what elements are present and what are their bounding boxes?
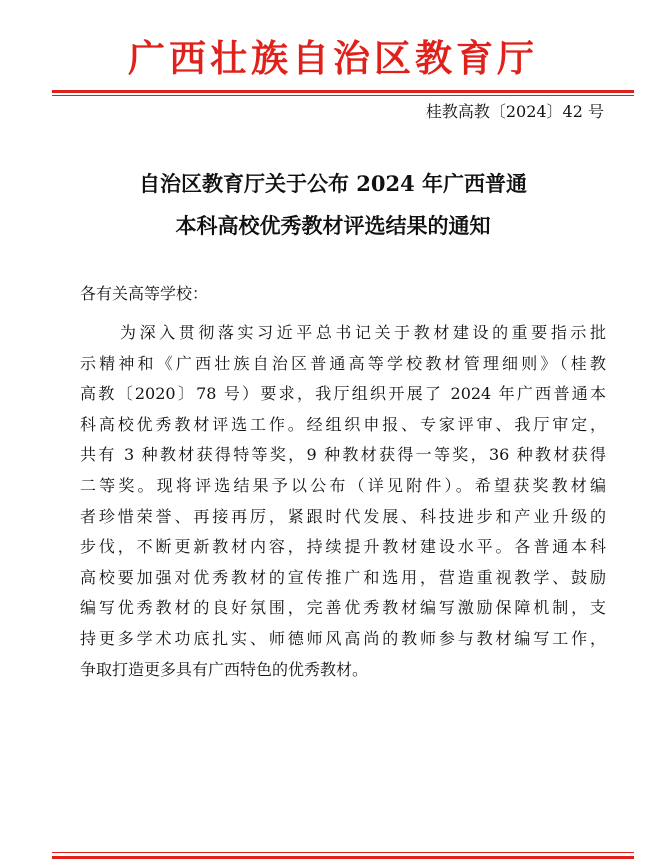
- notice-title-line-2: 本科高校优秀教材评选结果的通知: [175, 213, 491, 238]
- salutation: 各有关高等学校：: [80, 284, 209, 303]
- body-line: 科高校优秀教材评选工作。经组织申报、专家评审、我厅审定，: [80, 414, 606, 434]
- body-line: 步伐，不断更新教材内容，持续提升教材建设水平。各普通本科: [80, 537, 606, 557]
- letterhead-rule-thick: [52, 90, 634, 93]
- body-line: 编写优秀教材的良好氛围，完善优秀教材编写激励保障机制，支: [80, 598, 606, 618]
- body-line: 高校要加强对优秀教材的宣传推广和选用，营造重视教学、鼓励: [80, 567, 606, 587]
- notice-title-line-1: 自治区教育厅关于公布 2024 年广西普通: [138, 171, 528, 196]
- body-line: 争取打造更多具有广西特色的优秀教材。: [80, 659, 369, 679]
- footer-rule-thin: [52, 852, 634, 853]
- notice-body: [80, 318, 606, 685]
- letterhead-org-name: 广西壮族自治区教育厅: [128, 36, 538, 80]
- footer-rule-thick: [52, 856, 634, 859]
- body-line: 者珍惜荣誉、再接再厉，紧跟时代发展、科技进步和产业升级的: [80, 506, 606, 526]
- body-line: 持更多学术功底扎实、师德师风高尚的教师参与教材编写工作，: [80, 628, 606, 648]
- letterhead-rule-thin: [52, 95, 634, 96]
- body-line: 二等奖。现将评选结果予以公布（详见附件）。希望获奖教材编: [80, 475, 606, 495]
- body-line: 为深入贯彻落实习近平总书记关于教材建设的重要指示批: [120, 323, 606, 342]
- document-number: 桂教高教〔2024〕42 号: [425, 102, 604, 121]
- body-line: 示精神和《广西壮族自治区普通高等学校教材管理细则》（桂教: [80, 353, 606, 373]
- body-line: 高教〔2020〕78 号）要求，我厅组织开展了 2024 年广西普通本: [80, 384, 606, 404]
- body-line: 共有 3 种教材获得特等奖，9 种教材获得一等奖，36 种教材获得: [80, 445, 606, 465]
